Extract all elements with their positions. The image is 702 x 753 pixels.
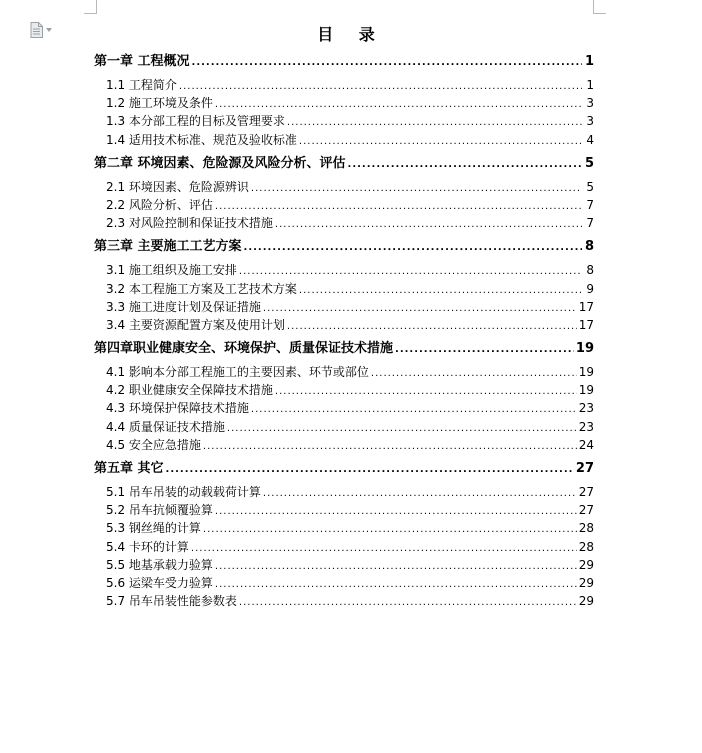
toc-item-page-number: 8 bbox=[586, 263, 594, 278]
dot-leader bbox=[287, 321, 577, 332]
toc-item-page-number: 17 bbox=[578, 317, 594, 332]
dot-leader bbox=[395, 344, 574, 355]
dot-leader bbox=[191, 543, 577, 554]
toc-item-label: 5.7 吊车吊装性能参数表 bbox=[106, 594, 237, 609]
toc-item-label: 4.2 职业健康安全保障技术措施 bbox=[106, 383, 273, 398]
crop-mark-top-right-vertical bbox=[593, 0, 594, 14]
toc-item[interactable] bbox=[94, 112, 594, 130]
toc-item-label: 5.3 钢丝绳的计算 bbox=[106, 521, 201, 536]
toc-item-label: 3.2 本工程施工方案及工艺技术方案 bbox=[106, 281, 297, 296]
toc-item[interactable] bbox=[94, 76, 594, 94]
toc-item-page-number: 4 bbox=[586, 132, 594, 147]
toc-item[interactable] bbox=[94, 261, 594, 279]
table-of-contents bbox=[94, 50, 594, 610]
dot-leader bbox=[239, 266, 582, 277]
toc-item-label: 4.4 质量保证技术措施 bbox=[106, 419, 225, 434]
toc-item[interactable] bbox=[94, 178, 594, 196]
toc-item[interactable] bbox=[94, 574, 594, 592]
toc-chapter-label: 第三章 主要施工工艺方案 bbox=[94, 239, 242, 255]
toc-item-label: 5.6 运梁车受力验算 bbox=[106, 575, 213, 590]
toc-item-page-number: 23 bbox=[578, 419, 594, 434]
dot-leader bbox=[244, 242, 582, 253]
dot-leader bbox=[179, 81, 582, 92]
crop-mark-top-right-horizontal bbox=[593, 13, 606, 14]
dot-leader bbox=[215, 561, 577, 572]
dot-leader bbox=[215, 99, 582, 110]
toc-item-page-number: 28 bbox=[578, 539, 594, 554]
toc-chapter-page-number: 1 bbox=[584, 54, 594, 69]
toc-item-page-number: 29 bbox=[578, 594, 594, 609]
toc-item-label: 3.3 施工进度计划及保证措施 bbox=[106, 299, 261, 314]
dot-leader bbox=[251, 183, 582, 194]
toc-chapter-label: 第一章 工程概况 bbox=[94, 54, 190, 69]
toc-chapter-label: 第五章 其它 bbox=[94, 461, 164, 476]
page-title: 目 录 bbox=[317, 25, 385, 44]
toc-item-label: 4.1 影响本分部工程施工的主要因素、环节或部位 bbox=[106, 365, 369, 380]
toc-item-page-number: 19 bbox=[578, 365, 594, 380]
dot-leader bbox=[275, 386, 577, 397]
toc-item[interactable] bbox=[94, 399, 594, 417]
toc-item[interactable] bbox=[94, 592, 594, 610]
toc-item-label: 2.3 对风险控制和保证技术措施 bbox=[106, 216, 273, 231]
toc-item[interactable] bbox=[94, 196, 594, 214]
toc-item[interactable] bbox=[94, 131, 594, 149]
toc-item-page-number: 7 bbox=[586, 197, 594, 212]
toc-chapter-label: 第四章职业健康安全、环境保护、质量保证技术措施 bbox=[94, 341, 394, 357]
toc-item-label: 1.4 适用技术标准、规范及验收标准 bbox=[106, 132, 297, 147]
dot-leader bbox=[348, 159, 582, 170]
toc-item-page-number: 27 bbox=[578, 503, 594, 518]
dot-leader bbox=[275, 219, 582, 230]
toc-item[interactable] bbox=[94, 298, 594, 316]
toc-item[interactable] bbox=[94, 519, 594, 537]
toc-chapter[interactable] bbox=[94, 235, 594, 257]
toc-item-label: 4.3 环境保护保障技术措施 bbox=[106, 401, 249, 416]
toc-chapter-page-number: 19 bbox=[575, 341, 594, 357]
toc-item-label: 1.2 施工环境及条件 bbox=[106, 96, 213, 111]
toc-item[interactable] bbox=[94, 436, 594, 454]
toc-item-page-number: 19 bbox=[578, 383, 594, 398]
toc-item[interactable] bbox=[94, 501, 594, 519]
dot-leader bbox=[251, 404, 577, 415]
toc-item-page-number: 3 bbox=[586, 96, 594, 111]
toc-item-label: 1.3 本分部工程的目标及管理要求 bbox=[106, 114, 285, 129]
dot-leader bbox=[371, 368, 577, 379]
toc-item-label: 2.1 环境因素、危险源辨识 bbox=[106, 179, 249, 194]
toc-item-label: 4.5 安全应急措施 bbox=[106, 437, 201, 452]
toc-item-label: 5.4 卡环的计算 bbox=[106, 539, 189, 554]
toc-item[interactable] bbox=[94, 280, 594, 298]
dot-leader bbox=[287, 117, 582, 128]
toc-item-page-number: 7 bbox=[586, 216, 594, 231]
toc-item-label: 1.1 工程简介 bbox=[106, 78, 177, 92]
toc-chapter-page-number: 8 bbox=[584, 239, 594, 255]
toc-item-page-number: 17 bbox=[578, 299, 594, 314]
crop-mark-top-left-horizontal bbox=[84, 13, 97, 14]
toc-chapter[interactable] bbox=[94, 457, 594, 479]
toc-chapter-page-number: 5 bbox=[584, 155, 594, 171]
dot-leader bbox=[215, 201, 582, 212]
toc-item[interactable] bbox=[94, 381, 594, 399]
dot-leader bbox=[263, 488, 577, 499]
toc-item-label: 3.4 主要资源配置方案及使用计划 bbox=[106, 317, 285, 332]
toc-item-page-number: 28 bbox=[578, 521, 594, 536]
dot-leader bbox=[299, 136, 582, 147]
toc-item-label: 5.2 吊车抗倾覆验算 bbox=[106, 503, 213, 518]
toc-item[interactable] bbox=[94, 214, 594, 232]
toc-item[interactable] bbox=[94, 538, 594, 556]
toc-item-page-number: 29 bbox=[578, 557, 594, 572]
toc-item[interactable] bbox=[94, 483, 594, 501]
dot-leader bbox=[299, 285, 582, 296]
dot-leader bbox=[166, 464, 574, 475]
dot-leader bbox=[239, 597, 577, 608]
dot-leader bbox=[215, 579, 577, 590]
toc-item-page-number: 5 bbox=[586, 179, 594, 194]
dot-leader bbox=[192, 57, 582, 68]
toc-item-page-number: 3 bbox=[586, 114, 594, 129]
toc-item-page-number: 1 bbox=[586, 78, 594, 92]
toc-chapter-page-number: 27 bbox=[575, 461, 594, 476]
toc-item-page-number: 23 bbox=[578, 401, 594, 416]
toc-item[interactable] bbox=[94, 94, 594, 112]
toc-item-page-number: 27 bbox=[578, 485, 594, 499]
toc-item-page-number: 29 bbox=[578, 575, 594, 590]
crop-mark-top-left-vertical bbox=[96, 0, 97, 14]
toc-item[interactable] bbox=[94, 363, 594, 381]
toc-chapter[interactable] bbox=[94, 50, 594, 72]
toc-chapter-label: 第二章 环境因素、危险源及风险分析、评估 bbox=[94, 155, 346, 171]
toc-chapter[interactable] bbox=[94, 152, 594, 174]
dot-leader bbox=[263, 303, 577, 314]
dot-leader bbox=[227, 423, 577, 434]
toc-item[interactable] bbox=[94, 556, 594, 574]
toc-item-label: 5.1 吊车吊装的动载载荷计算 bbox=[106, 485, 261, 499]
toc-item-page-number: 9 bbox=[586, 281, 594, 296]
dot-leader bbox=[203, 441, 577, 452]
toc-item-label: 2.2 风险分析、评估 bbox=[106, 197, 213, 212]
toc-item-label: 3.1 施工组织及施工安排 bbox=[106, 263, 237, 278]
dot-leader bbox=[203, 524, 577, 535]
toc-item-label: 5.5 地基承载力验算 bbox=[106, 557, 213, 572]
toc-item-page-number: 24 bbox=[578, 437, 594, 452]
toc-item[interactable] bbox=[94, 316, 594, 334]
toc-item[interactable] bbox=[94, 418, 594, 436]
toc-chapter[interactable] bbox=[94, 337, 594, 359]
dot-leader bbox=[215, 506, 577, 517]
